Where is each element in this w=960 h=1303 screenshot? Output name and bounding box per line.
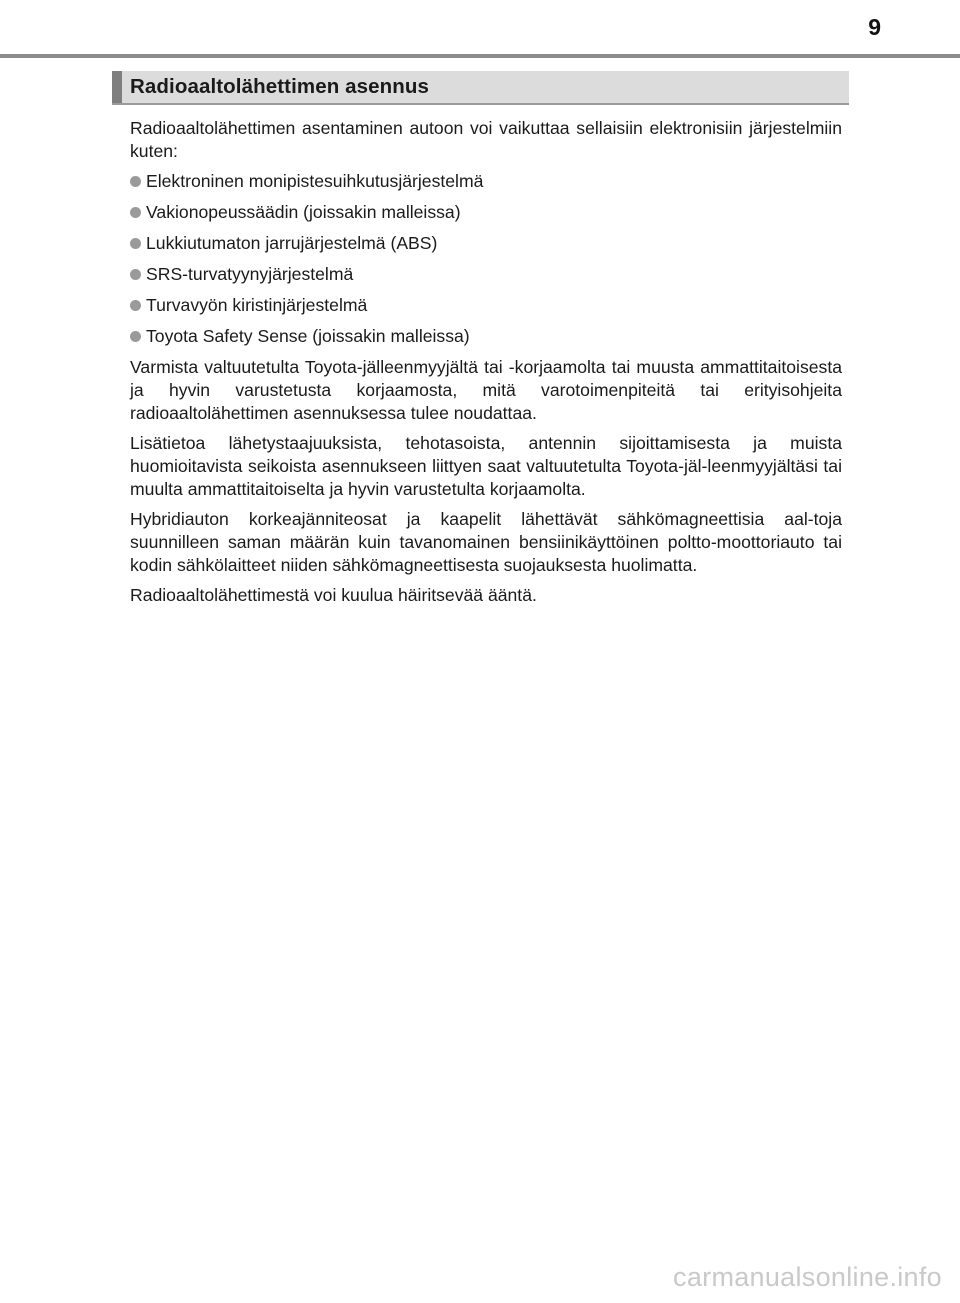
section-header: [112, 71, 849, 105]
hybrid-emission-paragraph: Hybridiauton korkeajänniteosat ja kaapelit lähettävät sähkömagneettisia aal-toja suunnilleen saman määrän kuin tavanomainen bensiinikäyttöinen poltto-moottoriauto tai kodin sähkölaitteet niiden sähkömagneettisesta suojauksesta huolimatta.: [130, 509, 842, 575]
list-item-text: Lukkiutumaton jarrujärjestelmä (ABS): [146, 233, 438, 253]
bullet-dot-icon: [130, 331, 141, 342]
section-title: Radioaaltolähettimen asennus: [130, 75, 429, 98]
bullet-dot-icon: [130, 207, 141, 218]
list-item: [130, 263, 842, 286]
list-item-text: SRS-turvatyynyjärjestelmä: [146, 264, 354, 284]
list-item-text: Elektroninen monipistesuihkutusjärjestelmä: [146, 171, 484, 191]
noise-paragraph: Radioaaltolähettimestä voi kuulua häiritsevää ääntä.: [130, 585, 537, 605]
list-item: [130, 232, 842, 255]
list-item-text: Toyota Safety Sense (joissakin malleissa): [146, 326, 470, 346]
affected-systems-list: [130, 170, 842, 348]
list-item: [130, 201, 842, 224]
list-item: [130, 170, 842, 193]
bullet-dot-icon: [130, 300, 141, 311]
bullet-dot-icon: [130, 176, 141, 187]
more-info-paragraph: Lisätietoa lähetystaajuuksista, tehotasoista, antennin sijoittamisesta ja muista huomioitavista seikoista asennukseen liittyen saat valtuutetulta Toyota-jäl-leenmyyjältäsi tai muulta ammattitaitoiselta ja hyvin varustetulta korjaamolta.: [130, 433, 842, 499]
page-number: 9: [868, 14, 881, 40]
bullet-dot-icon: [130, 269, 141, 280]
watermark: carmanualsonline.info: [673, 1262, 942, 1292]
list-item-text: Vakionopeussäädin (joissakin malleissa): [146, 202, 461, 222]
list-item: [130, 294, 842, 317]
list-item-text: Turvavyön kiristinjärjestelmä: [146, 295, 368, 315]
intro-paragraph: Radioaaltolähettimen asentaminen autoon voi vaikuttaa sellaisiin elektronisiin järjestelmiin kuten:: [130, 118, 842, 161]
top-divider: [0, 54, 960, 58]
bullet-dot-icon: [130, 238, 141, 249]
list-item: [130, 325, 842, 348]
dealer-advice-paragraph: Varmista valtuutetulta Toyota-jälleenmyyjältä tai -korjaamolta tai muusta ammattitaitoisesta ja hyvin varustetusta korjaamosta, mitä varotoimenpiteitä tai erityisohjeita radioaaltolähettimen asennuksessa tulee noudattaa.: [130, 357, 842, 423]
section-body: [130, 117, 842, 614]
section-header-accent-bar: [112, 71, 122, 103]
